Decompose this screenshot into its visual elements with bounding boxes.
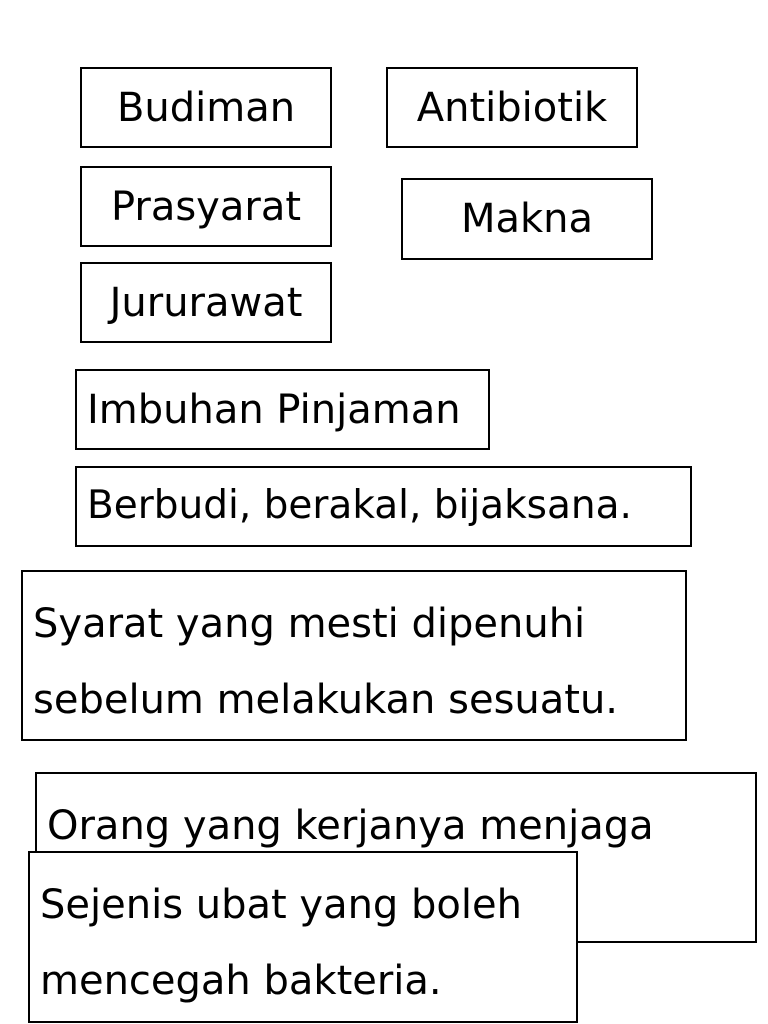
word-card-label: Antibiotik [416,84,608,131]
meaning-card-berbudi[interactable] [75,466,692,547]
word-card-jururawat[interactable] [80,262,332,343]
meaning-card-line-2: mencegah bakteria. [40,958,442,1004]
meaning-card-line-1: Sejenis ubat yang boleh [40,882,522,928]
word-card-imbuhan-pinjaman[interactable] [75,369,490,450]
meaning-card-line-1: Syarat yang mesti dipenuhi [33,601,586,647]
word-card-label: Prasyarat [110,183,302,230]
meaning-card-line-1: Orang yang kerjanya menjaga [47,803,654,849]
word-card-antibiotik[interactable] [386,67,638,148]
word-card-label: Makna [460,196,594,242]
word-card-label: Budiman [116,84,296,131]
meaning-card-syarat[interactable] [21,570,687,741]
meaning-card-sejenis[interactable] [28,851,578,1023]
word-card-makna[interactable] [401,178,653,260]
word-card-prasyarat[interactable] [80,166,332,247]
word-card-budiman[interactable] [80,67,332,148]
meaning-card-line-2: sebelum melakukan sesuatu. [33,677,619,723]
word-card-label: Jururawat [109,279,303,326]
meaning-card-text: Berbudi, berakal, bijaksana. [87,483,632,529]
word-card-label: Imbuhan Pinjaman [87,386,461,433]
